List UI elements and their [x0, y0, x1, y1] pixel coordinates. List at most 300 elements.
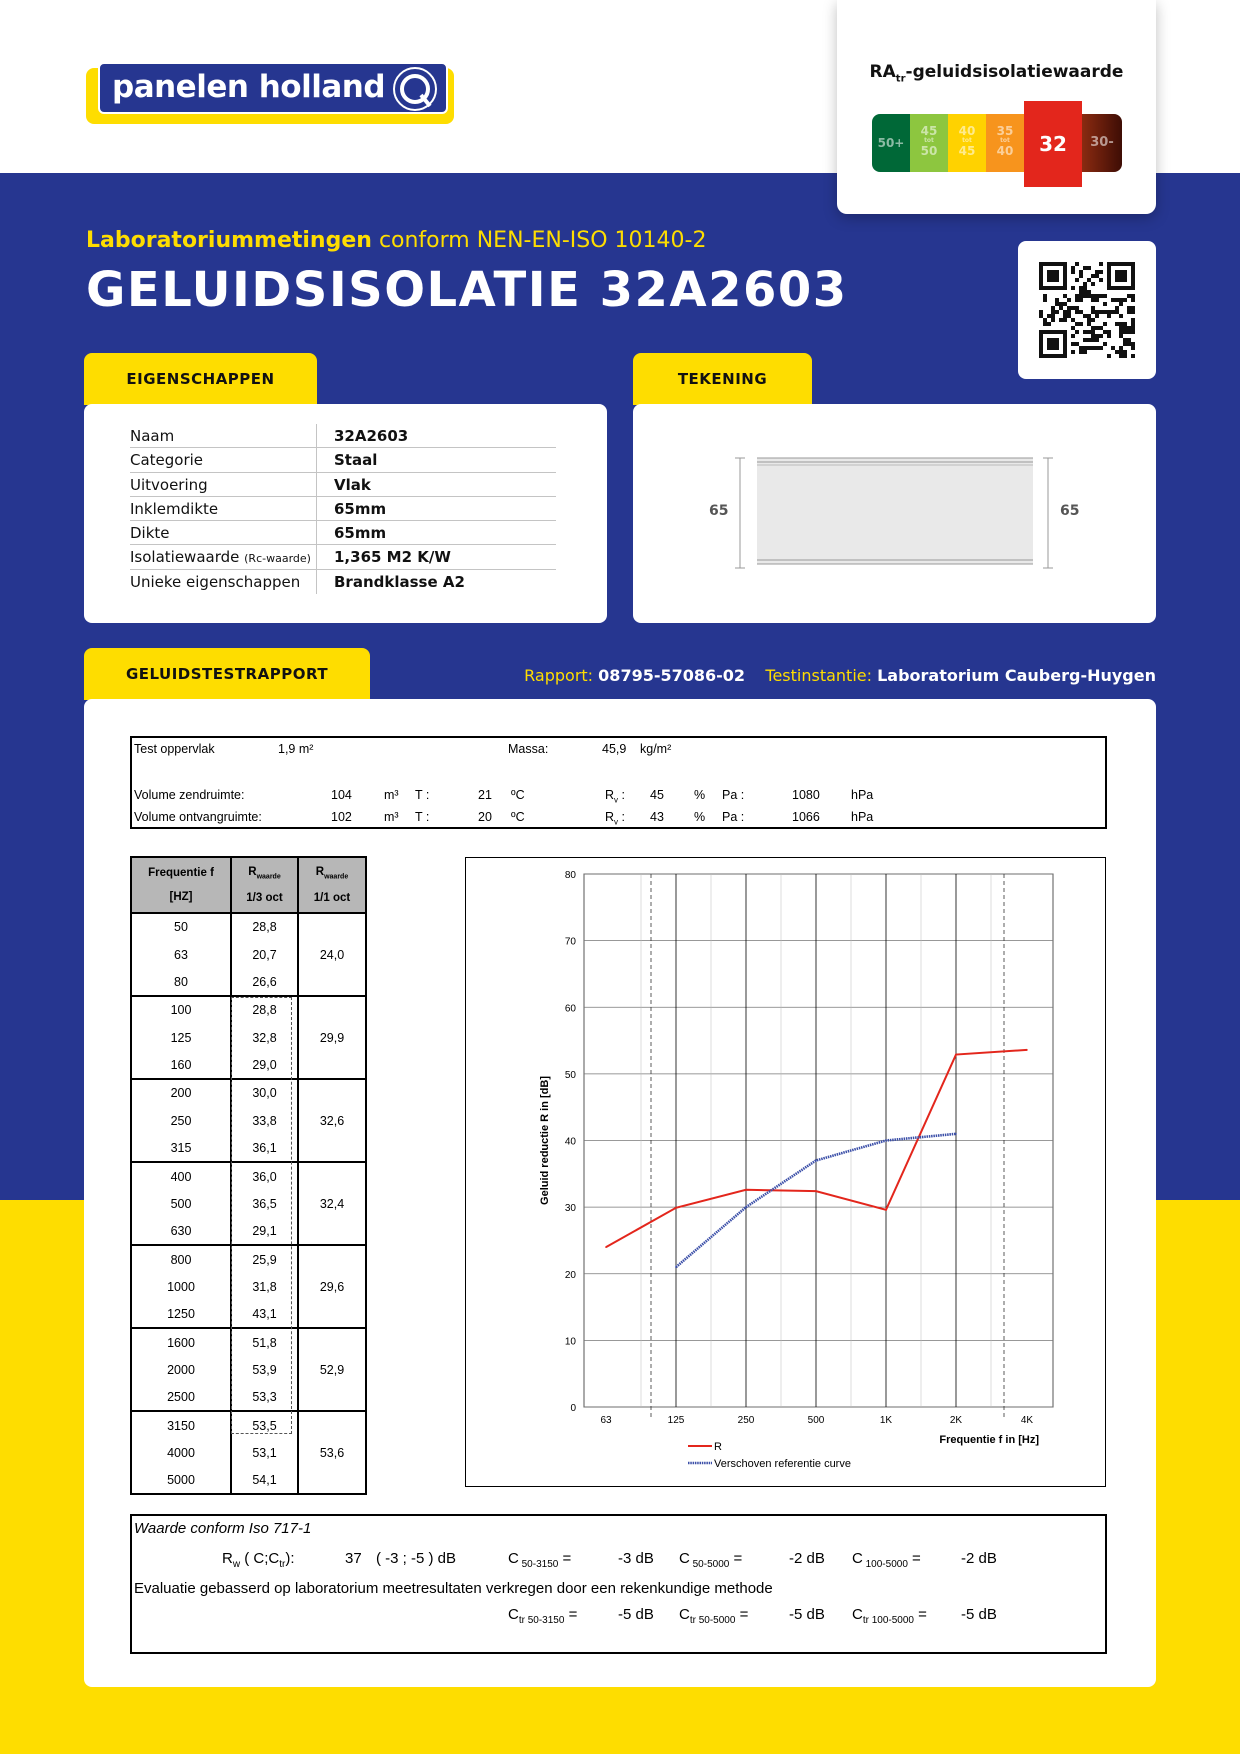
- qr-module: [1115, 350, 1119, 354]
- qr-module: [1071, 318, 1075, 322]
- tab-eigenschappen: EIGENSCHAPPEN: [84, 353, 317, 405]
- recv-volume-label: Volume ontvangruimte:: [134, 810, 262, 824]
- r-third-octave-cell: 53,9: [231, 1356, 298, 1384]
- qr-module: [1079, 310, 1083, 314]
- data-point-reference: [955, 1133, 957, 1135]
- qr-code-card[interactable]: [1018, 241, 1156, 379]
- qr-module: [1099, 278, 1103, 282]
- qr-module: [1063, 318, 1067, 322]
- data-point-reference: [675, 1266, 677, 1268]
- y-tick-label: 60: [564, 1003, 576, 1015]
- qr-module: [1071, 286, 1075, 290]
- qr-module: [1091, 326, 1095, 330]
- qr-module: [1083, 266, 1087, 270]
- qr-module: [1107, 330, 1111, 334]
- ctr-50-3150-value: -5 dB: [618, 1606, 654, 1623]
- frequency-cell: 200: [131, 1079, 231, 1107]
- recv-rv-unit: %: [694, 810, 706, 824]
- rating-title: $RA_{tr}$-geluidsisolatiewaarde: [869, 62, 1124, 85]
- frequency-cell: 1000: [131, 1273, 231, 1301]
- tab-geluidstestrapport: GELUIDSTESTRAPPORT: [84, 648, 370, 700]
- qr-module: [1083, 290, 1087, 294]
- send-t: 21: [478, 788, 492, 802]
- rating-segment-30min: 30-: [1082, 114, 1122, 172]
- rw-value: 37: [345, 1550, 362, 1567]
- qr-module: [1103, 342, 1107, 346]
- c-50-5000-label: C $_{50-5000}$ =: [679, 1550, 743, 1570]
- frequency-cell: 315: [131, 1135, 231, 1163]
- send-volume-label: Volume zendruimte:: [134, 788, 245, 802]
- qr-module: [1095, 334, 1099, 338]
- qr-module: [1103, 310, 1107, 314]
- r-third-octave-cell: 28,8: [231, 996, 298, 1024]
- qr-module: [1131, 298, 1135, 302]
- qr-module: [1071, 342, 1075, 346]
- qr-module: [1119, 330, 1123, 334]
- qr-module: [1063, 314, 1067, 318]
- frequency-cell: 50: [131, 913, 231, 941]
- x-tick-label: 125: [667, 1415, 685, 1426]
- frequency-cell: 100: [131, 996, 231, 1024]
- qr-module: [1051, 318, 1055, 322]
- qr-module: [1099, 334, 1103, 338]
- rating-scale: [872, 114, 1122, 174]
- y-tick-label: 20: [564, 1269, 576, 1281]
- frequency-cell: 125: [131, 1024, 231, 1052]
- qr-module: [1099, 326, 1103, 330]
- qr-module: [1103, 330, 1107, 334]
- qr-module: [1051, 314, 1055, 318]
- qr-module: [1115, 298, 1119, 302]
- qr-module: [1119, 326, 1123, 330]
- qr-module: [1079, 350, 1083, 354]
- r-third-octave-cell: 30,0: [231, 1079, 298, 1107]
- frequency-cell: 500: [131, 1190, 231, 1218]
- qr-module: [1079, 294, 1083, 298]
- qr-module: [1083, 294, 1087, 298]
- qr-code-icon: [1039, 262, 1135, 358]
- qr-module: [1127, 338, 1131, 342]
- send-t-unit: ºC: [511, 788, 525, 802]
- table-row: [131, 913, 366, 941]
- dimension-right: 65: [1060, 503, 1080, 519]
- frequency-cell: 80: [131, 968, 231, 996]
- qr-module: [1115, 270, 1127, 282]
- dashed-evaluation-range: [231, 997, 292, 1434]
- qr-module: [1119, 298, 1123, 302]
- qr-module: [1083, 346, 1087, 350]
- qr-module: [1059, 306, 1063, 310]
- col-header-r-octave: $R_{waarde}$ 1/1 oct: [298, 857, 366, 913]
- y-tick-label: 10: [564, 1336, 576, 1348]
- qr-module: [1095, 298, 1099, 302]
- r-third-octave-cell: 54,1: [231, 1467, 298, 1495]
- qr-module: [1087, 294, 1091, 298]
- r-third-octave-cell: 43,1: [231, 1301, 298, 1329]
- ctr-100-5000-value: -5 dB: [961, 1606, 997, 1623]
- y-tick-label: 80: [564, 870, 576, 881]
- iso-717-box: [130, 1514, 1107, 1654]
- qr-module: [1091, 346, 1095, 350]
- qr-module: [1123, 350, 1127, 354]
- send-rv-label: $R_v$ :: [605, 788, 625, 805]
- ctr-50-5000-value: -5 dB: [789, 1606, 825, 1623]
- rating-segment-35-40: 35 tot 40: [986, 114, 1024, 172]
- qr-module: [1107, 310, 1111, 314]
- qr-module: [1071, 306, 1075, 310]
- frequency-cell: 1250: [131, 1301, 231, 1329]
- qr-module: [1067, 306, 1071, 310]
- qr-module: [1075, 330, 1079, 334]
- qr-module: [1103, 302, 1107, 306]
- r-third-octave-cell: 29,1: [231, 1218, 298, 1246]
- qr-module: [1047, 270, 1059, 282]
- recv-rv: 43: [650, 810, 664, 824]
- send-rv-unit: %: [694, 788, 706, 802]
- qr-module: [1099, 310, 1103, 314]
- page-subtitle: Laboratoriummetingen conform NEN-EN-ISO 10140-2: [86, 228, 707, 253]
- qr-module: [1127, 294, 1131, 298]
- frequency-cell: 630: [131, 1218, 231, 1246]
- qr-module: [1071, 326, 1075, 330]
- property-row: Dikte 65mm: [130, 521, 556, 545]
- qr-module: [1095, 338, 1099, 342]
- recv-t-label: T :: [415, 810, 430, 824]
- r-third-octave-cell: 36,0: [231, 1162, 298, 1190]
- properties-table: [130, 424, 556, 594]
- qr-module: [1127, 310, 1131, 314]
- frequency-cell: 4000: [131, 1439, 231, 1467]
- qr-module: [1131, 310, 1135, 314]
- rating-segment-40-45: 40 tot 45: [948, 114, 986, 172]
- qr-module: [1039, 314, 1043, 318]
- qr-module: [1131, 294, 1135, 298]
- qr-module: [1083, 350, 1087, 354]
- qr-module: [1091, 338, 1095, 342]
- qr-module: [1075, 310, 1079, 314]
- frequency-cell: 2000: [131, 1356, 231, 1384]
- property-row: Isolatiewaarde (Rc-waarde) 1,365 M2 K/W: [130, 545, 556, 569]
- r-octave-cell: 29,9: [298, 996, 366, 1079]
- qr-module: [1091, 330, 1095, 334]
- qr-module: [1087, 322, 1091, 326]
- qr-module: [1123, 322, 1127, 326]
- c-100-5000-label: C $_{100-5000}$ =: [852, 1550, 921, 1570]
- mass-value: 45,9: [602, 742, 627, 756]
- qr-module: [1079, 290, 1083, 294]
- qr-module: [1111, 310, 1115, 314]
- r-octave-cell: 24,0: [298, 913, 366, 996]
- sound-reduction-chart: [465, 857, 1106, 1487]
- qr-module: [1067, 314, 1071, 318]
- qr-module: [1087, 266, 1091, 270]
- qr-module: [1071, 266, 1075, 270]
- qr-module: [1071, 270, 1075, 274]
- mass-label: Massa:: [508, 742, 549, 756]
- rw-label: $R_w$ ( $C;C_{tr}$):: [222, 1550, 295, 1570]
- recv-pa: 1066: [792, 810, 820, 824]
- data-point-r: [1026, 1049, 1028, 1051]
- qr-module: [1131, 318, 1135, 322]
- r-octave-cell: 29,6: [298, 1245, 366, 1328]
- qr-module: [1091, 274, 1095, 278]
- qr-module: [1119, 350, 1123, 354]
- qr-module: [1051, 310, 1055, 314]
- data-point-r: [815, 1190, 817, 1192]
- y-tick-label: 40: [564, 1136, 576, 1148]
- qr-module: [1131, 322, 1135, 326]
- qr-module: [1127, 330, 1131, 334]
- qr-module: [1083, 282, 1087, 286]
- qr-module: [1107, 354, 1111, 358]
- qr-module: [1043, 298, 1047, 302]
- r-third-octave-cell: 33,8: [231, 1107, 298, 1135]
- qr-module: [1063, 310, 1067, 314]
- qr-module: [1111, 346, 1115, 350]
- r-third-octave-cell: 53,3: [231, 1384, 298, 1412]
- qr-module: [1091, 334, 1095, 338]
- qr-module: [1087, 338, 1091, 342]
- r-third-octave-cell: 36,1: [231, 1135, 298, 1163]
- qr-module: [1119, 334, 1123, 338]
- mass-unit: kg/m²: [640, 742, 672, 756]
- rating-segment-45-50: 45 tot 50: [910, 114, 948, 172]
- qr-module: [1063, 302, 1067, 306]
- col-header-frequency: Frequentie f [HZ]: [131, 857, 231, 913]
- property-row: Categorie Staal: [130, 448, 556, 472]
- qr-module: [1131, 346, 1135, 350]
- frequency-cell: 250: [131, 1107, 231, 1135]
- data-point-reference: [815, 1160, 817, 1162]
- y-axis-label: Geluid reductie R in [dB]: [539, 1076, 551, 1205]
- ctr-50-3150-label: $C_{tr 50-3150}$ =: [508, 1606, 578, 1626]
- area-value: 1,9 m²: [278, 742, 314, 756]
- frequency-cell: 400: [131, 1162, 231, 1190]
- recv-t: 20: [478, 810, 492, 824]
- qr-module: [1079, 346, 1083, 350]
- rating-card: [837, 0, 1156, 214]
- r-octave-cell: 53,6: [298, 1411, 366, 1494]
- frequency-cell: 5000: [131, 1467, 231, 1495]
- qr-module: [1079, 286, 1083, 290]
- qr-module: [1123, 298, 1127, 302]
- x-tick-label: 63: [600, 1415, 612, 1426]
- col-header-r-third: $R_{waarde}$ 1/3 oct: [231, 857, 298, 913]
- qr-module: [1091, 294, 1095, 298]
- qr-module: [1051, 306, 1055, 310]
- send-t-label: T :: [415, 788, 430, 802]
- qr-module: [1075, 342, 1079, 346]
- qr-module: [1079, 298, 1083, 302]
- qr-module: [1119, 302, 1123, 306]
- qr-module: [1067, 298, 1071, 302]
- recv-pa-unit: hPa: [851, 810, 874, 824]
- qr-module: [1091, 318, 1095, 322]
- send-pa-unit: hPa: [851, 788, 874, 802]
- c-50-5000-value: -2 dB: [789, 1550, 825, 1567]
- property-row: Uitvoering Vlak: [130, 473, 556, 497]
- qr-module: [1055, 298, 1059, 302]
- c-50-3150-value: -3 dB: [618, 1550, 654, 1567]
- qr-module: [1075, 262, 1079, 266]
- qr-module: [1119, 314, 1123, 318]
- legend-label-r: R: [714, 1441, 722, 1453]
- qr-module: [1047, 322, 1051, 326]
- qr-module: [1047, 338, 1059, 350]
- report-meta: Rapport: 08795-57086-02 Testinstantie: Laboratorium Cauberg-Huygen: [524, 666, 1156, 685]
- qr-module: [1083, 286, 1087, 290]
- r-third-octave-cell: 31,8: [231, 1273, 298, 1301]
- qr-module: [1047, 314, 1051, 318]
- qr-module: [1075, 298, 1079, 302]
- r-third-octave-cell: 26,6: [231, 968, 298, 996]
- recv-volume: 102: [331, 810, 352, 824]
- recv-rv-label: $R_v$ :: [605, 810, 625, 827]
- qr-module: [1059, 302, 1063, 306]
- frequency-cell: 1600: [131, 1328, 231, 1356]
- property-row: Unieke eigenschappen Brandklasse A2: [130, 570, 556, 594]
- qr-module: [1063, 294, 1067, 298]
- r-third-octave-cell: 36,5: [231, 1190, 298, 1218]
- qr-module: [1043, 294, 1047, 298]
- frequency-cell: 63: [131, 941, 231, 969]
- data-point-reference: [745, 1206, 747, 1208]
- qr-module: [1107, 334, 1111, 338]
- qr-module: [1099, 270, 1103, 274]
- y-tick-label: 70: [564, 936, 576, 948]
- qr-module: [1107, 314, 1111, 318]
- qr-module: [1087, 330, 1091, 334]
- send-pa-label: Pa :: [722, 788, 745, 802]
- send-pa: 1080: [792, 788, 820, 802]
- area-label: Test oppervlak: [134, 742, 215, 756]
- qr-module: [1075, 294, 1079, 298]
- data-point-r: [745, 1189, 747, 1191]
- qr-module: [1131, 330, 1135, 334]
- y-tick-label: 50: [564, 1069, 576, 1081]
- send-volume: 104: [331, 788, 352, 802]
- qr-module: [1095, 274, 1099, 278]
- qr-module: [1079, 270, 1083, 274]
- qr-module: [1043, 318, 1047, 322]
- rw-correction: ( -3 ; -5 ) dB: [376, 1550, 457, 1567]
- rating-segment-current: 32: [1024, 101, 1082, 187]
- iso-title: Waarde conform Iso 717-1: [134, 1520, 312, 1537]
- chart-svg: [466, 858, 1107, 1488]
- qr-module: [1055, 302, 1059, 306]
- drawing-card: [633, 404, 1156, 623]
- qr-module: [1099, 262, 1103, 266]
- send-volume-unit: m³: [384, 788, 399, 802]
- c-50-3150-label: C $_{50-3150}$ =: [508, 1550, 572, 1570]
- property-row: Inklemdikte 65mm: [130, 497, 556, 521]
- r-third-octave-cell: 51,8: [231, 1328, 298, 1356]
- qr-module: [1067, 310, 1071, 314]
- qr-module: [1123, 338, 1127, 342]
- qr-module: [1123, 326, 1127, 330]
- qr-module: [1131, 342, 1135, 346]
- qr-module: [1095, 270, 1099, 274]
- qr-module: [1091, 298, 1095, 302]
- brand-logo[interactable]: [86, 54, 454, 124]
- tab-tekening: TEKENING: [633, 353, 812, 405]
- x-tick-label: 1K: [879, 1415, 893, 1426]
- qr-module: [1075, 278, 1079, 282]
- qr-module: [1075, 322, 1079, 326]
- qr-module: [1083, 338, 1087, 342]
- logo-wordmark: panelen holland: [112, 69, 386, 105]
- recv-t-unit: ºC: [511, 810, 525, 824]
- qr-module: [1127, 306, 1131, 310]
- qr-module: [1131, 326, 1135, 330]
- qr-module: [1087, 314, 1091, 318]
- qr-module: [1091, 310, 1095, 314]
- y-tick-label: 30: [564, 1203, 576, 1215]
- qr-module: [1087, 290, 1091, 294]
- legend-label-reference: Verschoven referentie curve: [714, 1458, 851, 1470]
- r-third-octave-cell: 53,5: [231, 1411, 298, 1439]
- data-point-r: [675, 1207, 677, 1209]
- data-point-r: [885, 1209, 887, 1211]
- dimension-left: 65: [709, 503, 729, 519]
- qr-module: [1091, 282, 1095, 286]
- r-third-octave-cell: 29,0: [231, 1051, 298, 1079]
- qr-module: [1115, 322, 1119, 326]
- frequency-cell: 3150: [131, 1411, 231, 1439]
- qr-module: [1071, 350, 1075, 354]
- qr-module: [1071, 334, 1075, 338]
- qr-module: [1075, 306, 1079, 310]
- data-point-reference: [885, 1140, 887, 1142]
- y-tick-label: 0: [570, 1403, 576, 1414]
- r-third-octave-cell: 28,8: [231, 913, 298, 941]
- qr-module: [1095, 346, 1099, 350]
- qr-module: [1079, 322, 1083, 326]
- qr-module: [1055, 310, 1059, 314]
- recv-volume-unit: m³: [384, 810, 399, 824]
- qr-module: [1091, 306, 1095, 310]
- r-octave-cell: 32,6: [298, 1079, 366, 1162]
- evaluation-text: Evaluatie gebasserd op laboratorium meetresultaten verkregen door een rekenkundige methode: [134, 1580, 773, 1597]
- qr-module: [1087, 346, 1091, 350]
- qr-module: [1099, 294, 1103, 298]
- qr-module: [1095, 314, 1099, 318]
- page-title: GELUIDSISOLATIE 32A2603: [86, 262, 848, 318]
- quality-seal-icon: [392, 66, 438, 112]
- frequency-cell: 800: [131, 1245, 231, 1273]
- qr-module: [1095, 310, 1099, 314]
- rating-segment-50plus: 50+: [872, 114, 910, 172]
- x-tick-label: 4K: [1020, 1415, 1034, 1426]
- qr-module: [1115, 310, 1119, 314]
- r-third-octave-cell: 20,7: [231, 941, 298, 969]
- qr-module: [1131, 306, 1135, 310]
- test-conditions-box: [130, 736, 1107, 829]
- ctr-100-5000-label: $C_{tr 100-5000}$ =: [852, 1606, 927, 1626]
- r-third-octave-cell: 53,1: [231, 1439, 298, 1467]
- qr-module: [1043, 322, 1047, 326]
- qr-module: [1111, 298, 1115, 302]
- r-third-octave-cell: 25,9: [231, 1245, 298, 1273]
- qr-module: [1123, 330, 1127, 334]
- qr-module: [1087, 278, 1091, 282]
- frequency-cell: 160: [131, 1051, 231, 1079]
- qr-module: [1127, 342, 1131, 346]
- qr-module: [1059, 318, 1063, 322]
- qr-module: [1123, 354, 1127, 358]
- recv-pa-label: Pa :: [722, 810, 745, 824]
- qr-module: [1095, 326, 1099, 330]
